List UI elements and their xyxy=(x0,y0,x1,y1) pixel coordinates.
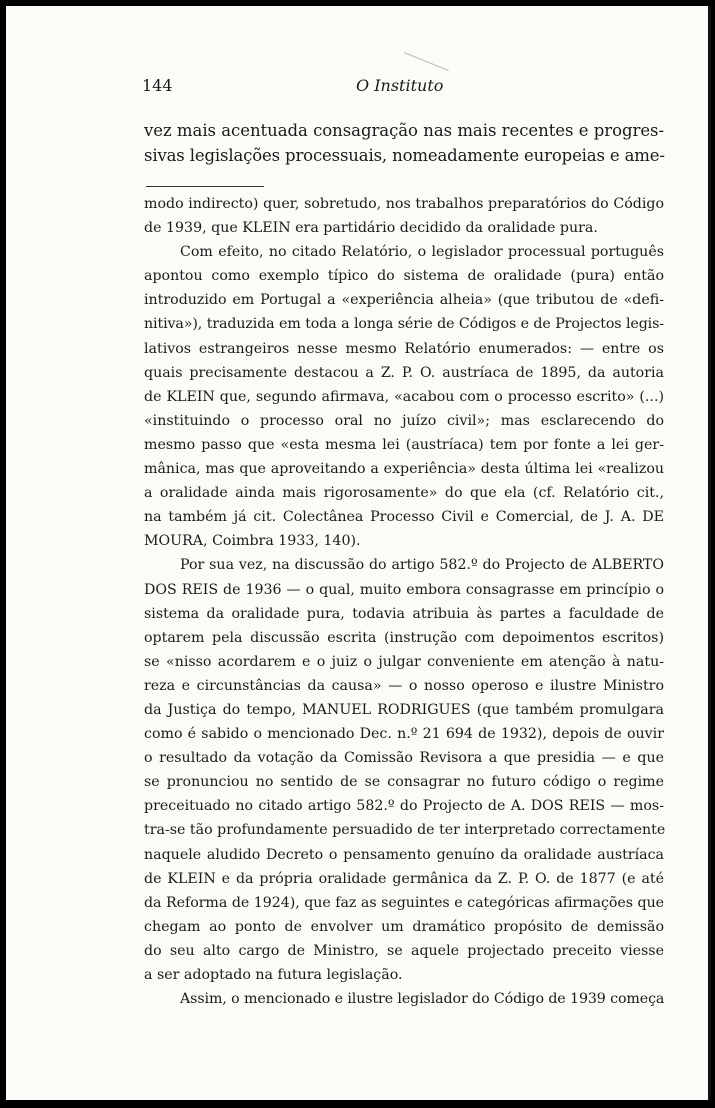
footnote-line: mânica, mas que aproveitando a experiência» desta última lei «realizou xyxy=(144,461,664,478)
main-text xyxy=(144,118,664,168)
footnote-line: se «nisso acordarem e o juiz o julgar conveniente em atenção à natu- xyxy=(144,653,664,670)
footnote-line: Assim, o mencionado e ilustre legislador do Código de 1939 começa xyxy=(180,991,665,1008)
main-text-line: sivas legislações processuais, nomeadamente europeias e ame- xyxy=(144,146,665,165)
scan-scratch-mark xyxy=(404,52,449,71)
footnote-line: da Justiça do tempo, MANUEL RODRIGUES (que também promulgara xyxy=(144,701,664,718)
footnote-line: nitiva»), traduzida em toda a longa série de Códigos e de Projectos legis- xyxy=(144,316,664,333)
footnote-line: reza e circunstâncias da causa» — o nosso operoso e ilustre Ministro xyxy=(144,677,664,694)
main-text-line: vez mais acentuada consagração nas mais recentes e progres- xyxy=(144,121,664,140)
footnote-line: da Reforma de 1924), que faz as seguintes e categóricas afirmações que xyxy=(144,894,664,911)
footnote-line: DOS REIS de 1936 — o qual, muito embora consagrasse em princípio o xyxy=(144,581,664,598)
footnote-line: se pronunciou no sentido de se consagrar no futuro código o regime xyxy=(144,774,664,791)
footnote-line: MOURA, Coimbra 1933, 140). xyxy=(144,533,361,550)
footnote-line: Com efeito, no citado Relatório, o legislador processual português xyxy=(180,244,664,261)
footnote-separator-rule xyxy=(146,186,264,187)
footnote-paragraph xyxy=(144,192,664,240)
footnote-paragraph xyxy=(144,553,664,987)
footnote-line: como é sabido o mencionado Dec. n.º 21 694 de 1932), depois de ouvir xyxy=(144,726,664,743)
footnote-line: quais precisamente destacou a Z. P. O. austríaca de 1895, da autoria xyxy=(144,364,664,381)
footnote-paragraph xyxy=(144,240,664,553)
footnote-line: na também já cit. Colectânea Processo Civil e Comercial, de J. A. DE xyxy=(144,509,664,526)
footnote-line: naquele aludido Decreto o pensamento genuíno da oralidade austríaca xyxy=(144,846,664,863)
footnote-line: lativos estrangeiros nesse mesmo Relatório enumerados: — entre os xyxy=(144,340,664,357)
book-page xyxy=(6,6,711,1100)
footnote-line: de KLEIN e da própria oralidade germânica da Z. P. O. de 1877 (e até xyxy=(144,870,664,887)
footnote-line: «instituindo o processo oral no juízo civil»; mas esclarecendo do xyxy=(144,412,664,429)
running-header xyxy=(142,76,662,100)
footnote-line: Por sua vez, na discussão do artigo 582.º do Projecto de ALBERTO xyxy=(180,557,664,574)
footnote-line: introduzido em Portugal a «experiência alheia» (que tributou de «defi- xyxy=(144,292,664,309)
footnote-line: mesmo passo que «esta mesma lei (austríaca) tem por fonte a lei ger- xyxy=(144,436,664,453)
footnote-line: modo indirecto) quer, sobretudo, nos trabalhos preparatórios do Código xyxy=(144,196,664,212)
page-number: 144 xyxy=(142,76,173,95)
footnote-line: sistema da oralidade pura, todavia atribuia às partes a faculdade de xyxy=(144,605,664,622)
footnote-line: de KLEIN que, segundo afirmava, «acabou com o processo escrito» (...) xyxy=(144,388,664,405)
footnote-line: o resultado da votação da Comissão Revisora a que presidia — e que xyxy=(144,750,664,767)
footnote-line: do seu alto cargo de Ministro, se aquele projectado preceito viesse xyxy=(144,942,664,959)
footnote-line: a oralidade ainda mais rigorosamente» do que ela (cf. Relatório cit., xyxy=(144,485,664,502)
footnote-text xyxy=(144,192,664,1011)
running-title: O Instituto xyxy=(356,76,444,95)
footnote-line: optarem pela discussão escrita (instrução com depoimentos escritos) xyxy=(144,629,664,646)
footnote-paragraph xyxy=(144,987,664,1011)
footnote-line: de 1939, que KLEIN era partidário decidido da oralidade pura. xyxy=(144,220,598,237)
footnote-line: chegam ao ponto de envolver um dramático propósito de demissão xyxy=(144,918,664,935)
footnote-line: tra-se tão profundamente persuadido de ter interpretado correctamente xyxy=(144,822,666,839)
footnote-line: a ser adoptado na futura legislação. xyxy=(144,967,403,983)
footnote-line: preceituado no citado artigo 582.º do Projecto de A. DOS REIS — mos- xyxy=(144,798,664,815)
footnote-line: apontou como exemplo típico do sistema de oralidade (pura) então xyxy=(144,268,664,285)
